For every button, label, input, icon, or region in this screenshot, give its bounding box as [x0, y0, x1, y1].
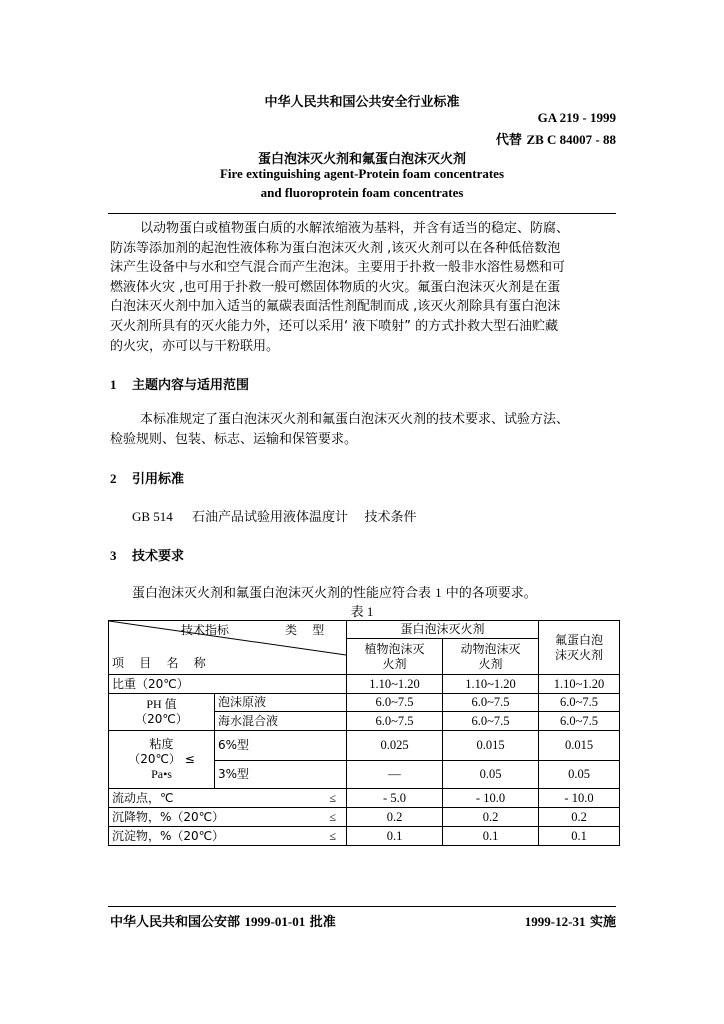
- section-3-intro-a: 蛋白泡沫灭火剂和氟蛋白泡沫灭火剂的性能应符合表: [132, 586, 432, 601]
- table-row-ph-concentrate: [109, 694, 620, 712]
- viscosity-label: [109, 731, 215, 789]
- header-plant-line-1: 植物泡沫灭: [364, 641, 425, 656]
- ph-seawater-fluoro: 6.0~7.5: [539, 712, 620, 731]
- table-caption: 表 1: [350, 604, 374, 619]
- approval-date: 1999-01-01: [244, 914, 306, 929]
- ph-concentrate-plant: 6.0~7.5: [347, 694, 443, 712]
- section-3-heading: [110, 545, 184, 564]
- ph-label-line-1: PH 值: [146, 697, 177, 711]
- header-protein-foam-group: 蛋白泡沫灭火剂: [347, 621, 539, 639]
- table-row-viscosity-6: [109, 731, 620, 761]
- section-2-heading: [110, 468, 184, 487]
- header-fluoroprotein-foam: [539, 621, 620, 675]
- sediment-plant: 0.1: [347, 827, 443, 846]
- viscosity-label-line-3: Pa•s: [151, 767, 172, 781]
- header-divider: [108, 213, 616, 214]
- document-title-cn: 蛋白泡沫灭火剂和氟蛋白泡沫灭火剂: [257, 152, 466, 167]
- header-fluoroprotein-line-2: 沫灭火剂: [555, 647, 604, 662]
- implementation-label: 实施: [589, 915, 616, 930]
- header-fluoroprotein-line-1: 氟蛋白泡: [555, 632, 604, 647]
- ph-seawater-label: 海水混合液: [215, 712, 347, 731]
- sediment-label: 沉淀物，%（20℃）: [112, 828, 225, 843]
- ph-seawater-animal: 6.0~7.5: [443, 712, 539, 731]
- document-title-en-line-1: Fire extinguishing agent-Protein foam concentrates: [219, 166, 505, 181]
- sediment-animal: 0.1: [443, 827, 539, 846]
- pour-point-animal: - 10.0: [443, 789, 539, 808]
- replaces-label: 代替: [495, 133, 522, 148]
- implementation-line: [525, 911, 616, 930]
- header-animal-protein: [443, 639, 539, 675]
- intro-line: 的火灾，亦可以与干粉联用。: [110, 338, 280, 354]
- header-plant-line-2: 火剂: [382, 656, 407, 671]
- settling-fluoro: 0.2: [539, 808, 620, 827]
- section-3-intro-table-number: 1: [435, 585, 442, 600]
- table-row-sediment: [109, 827, 620, 846]
- header-technical-index: 技术指标: [181, 623, 230, 637]
- table-row-settling: [109, 808, 620, 827]
- table-corner-header: [109, 621, 347, 675]
- viscosity-label-line-2: （20℃） ≤: [128, 752, 195, 766]
- section-1-line: 本标准规定了蛋白泡沫灭火剂和氟蛋白泡沫灭火剂的技术要求、试验方法、: [140, 412, 570, 427]
- section-1-title: 主题内容与适用范围: [132, 378, 250, 393]
- intro-line: 燃液体火灾 ,也可用于扑救一般可燃固体物质的火灾。氟蛋白泡沫灭火剂是在蛋: [110, 279, 561, 295]
- viscosity-6-plant: 0.025: [347, 731, 443, 761]
- ph-concentrate-animal: 6.0~7.5: [443, 694, 539, 712]
- header-animal-line-1: 动物泡沫灭: [460, 641, 521, 656]
- pour-point-fluoro: - 10.0: [539, 789, 620, 808]
- table-row-density: [109, 675, 620, 694]
- sediment-le: ≤: [329, 828, 336, 843]
- ph-label-line-2: （20℃）: [135, 712, 188, 726]
- pour-point-plant: - 5.0: [347, 789, 443, 808]
- implementation-date: 1999-12-31: [524, 914, 586, 929]
- intro-line: 沫产生设备中与水和空气混合而产生泡沫。主要用于扑救一般非水溶性易燃和可: [110, 260, 566, 276]
- section-1-paragraph: [110, 410, 616, 449]
- intro-line: 防冻等添加剂的起泡性液体称为蛋白泡沫灭火剂 ,该灭火剂可以在各种低倍数泡: [110, 240, 561, 256]
- density-plant: 1.10~1.20: [347, 675, 443, 694]
- table-row-pour-point: [109, 789, 620, 808]
- standard-code: GA 219 - 1999: [537, 110, 616, 125]
- ph-concentrate-fluoro: 6.0~7.5: [539, 694, 620, 712]
- pour-point-le: ≤: [329, 790, 336, 805]
- header-animal-line-2: 火剂: [478, 656, 503, 671]
- header-item-name: 项 目 名 称: [112, 656, 206, 670]
- settling-plant: 0.2: [347, 808, 443, 827]
- section-2-title: 引用标准: [132, 472, 185, 487]
- settling-animal: 0.2: [443, 808, 539, 827]
- section-3-intro: [132, 582, 537, 601]
- section-1-heading: [110, 374, 249, 393]
- density-animal: 1.10~1.20: [443, 675, 539, 694]
- approval-line: [110, 911, 336, 930]
- ph-label: [109, 694, 215, 731]
- intro-line: 白泡沫灭火剂中加入适当的氟碳表面活性剂配制而成 ,该灭火剂除具有蛋白泡沫: [110, 299, 561, 315]
- viscosity-6-animal: 0.015: [443, 731, 539, 761]
- viscosity-label-line-1: 粘度: [149, 737, 174, 751]
- intro-line: 灭火剂所具有的灭火能力外，还可以采用‘ 液下喷射” 的方式扑救大型石油贮藏: [110, 318, 559, 334]
- issuer-title: 中华人民共和国公共安全行业标准: [264, 95, 460, 110]
- header-type: 类 型: [285, 623, 325, 637]
- viscosity-6-label: 6%型: [215, 731, 347, 761]
- section-3-intro-b: 中的各项要求。: [445, 586, 537, 601]
- approval-authority: 中华人民共和国公安部: [110, 915, 241, 930]
- pour-point-label: 流动点，℃: [112, 790, 174, 805]
- viscosity-3-plant: —: [347, 761, 443, 789]
- approval-label: 批准: [309, 915, 336, 930]
- sediment-cell: [109, 827, 347, 846]
- pour-point-cell: [109, 789, 347, 808]
- viscosity-3-animal: 0.05: [443, 761, 539, 789]
- header-plant-protein: [347, 639, 443, 675]
- viscosity-3-fluoro: 0.05: [539, 761, 620, 789]
- referenced-standard-code: GB 514: [132, 509, 173, 524]
- document-title-en-line-2: and fluoroprotein foam concentrates: [260, 185, 464, 200]
- density-fluoro: 1.10~1.20: [539, 675, 620, 694]
- ph-seawater-plant: 6.0~7.5: [347, 712, 443, 731]
- intro-paragraph: [110, 219, 616, 356]
- replaces-code: ZB C 84007 - 88: [526, 132, 616, 147]
- section-3-title: 技术要求: [132, 549, 185, 564]
- section-1-number: 1: [110, 377, 117, 392]
- footer-divider: [108, 906, 616, 907]
- requirements-table: [108, 620, 620, 846]
- viscosity-6-fluoro: 0.015: [539, 731, 620, 761]
- ph-concentrate-label: 泡沫原液: [215, 694, 347, 712]
- replaces-line: [496, 129, 616, 148]
- sediment-fluoro: 0.1: [539, 827, 620, 846]
- settling-label: 沉降物，%（20℃）: [112, 809, 225, 824]
- section-2-number: 2: [110, 471, 117, 486]
- section-3-number: 3: [110, 548, 117, 563]
- settling-cell: [109, 808, 347, 827]
- section-1-line: 检验规则、包装、标志、运输和保管要求。: [110, 431, 358, 447]
- viscosity-3-label: 3%型: [215, 761, 347, 789]
- settling-le: ≤: [329, 809, 336, 824]
- intro-line: 以动物蛋白或植物蛋白质的水解浓缩液为基料，并含有适当的稳定、防腐、: [140, 221, 570, 236]
- density-label: 比重（20℃）: [109, 675, 347, 694]
- referenced-standard: [132, 506, 417, 525]
- referenced-standard-title: 石油产品试验用液体温度计 技术条件: [192, 510, 417, 525]
